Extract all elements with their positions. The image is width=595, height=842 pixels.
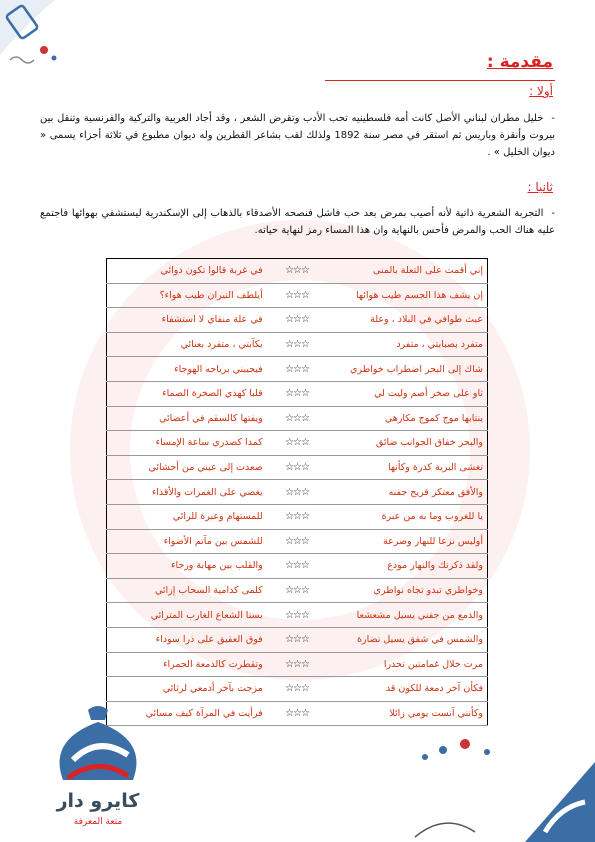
verse-first-hemistich: عبث طوافي في البلاد ، وعلة [327, 308, 487, 333]
verse-second-hemistich: بسنا الشعاع الغارب المترائي [107, 603, 267, 628]
verse-first-hemistich: والشمس في شفق يسيل نضارة [327, 627, 487, 652]
verse-second-hemistich: في علة منفاي لا استشفاء [107, 308, 267, 333]
verse-first-hemistich: والبحر خفاق الجوانب ضائق [327, 431, 487, 456]
verse-first-hemistich: ينتابها موج كموج مكارهي [327, 406, 487, 431]
verse-second-hemistich: مزجت بآخر أدمعي لرثائي [107, 677, 267, 702]
star-separator-icon: ☆☆☆ [267, 406, 328, 431]
verse-first-hemistich: والأفق معتكر قريح جفنه [327, 480, 487, 505]
star-separator-icon: ☆☆☆ [267, 627, 328, 652]
star-separator-icon: ☆☆☆ [267, 431, 328, 456]
verse-second-hemistich: وتقطرت كالدمعة الحمراء [107, 652, 267, 677]
verse-first-hemistich: مرت خلال غمامتين تحدرا [327, 652, 487, 677]
poem-verse-row [107, 578, 488, 603]
verse-second-hemistich: يغضي على الغمرات والأقذاء [107, 480, 267, 505]
poem-verse-row [107, 381, 488, 406]
verse-second-hemistich: فيجيبني برياحه الهوجاء [107, 357, 267, 382]
section-label-first: أولا : [529, 84, 553, 98]
verse-second-hemistich: بكآبتي ، متفرد بعنائي [107, 332, 267, 357]
verse-second-hemistich: صعدت إلى عيني من أحشائي [107, 455, 267, 480]
poem-verse-row [107, 529, 488, 554]
poem-verse-row [107, 406, 488, 431]
verse-second-hemistich: فرأيت في المرآة كيف مسائي [107, 701, 267, 726]
poem-body [107, 259, 488, 726]
verse-first-hemistich: إني أقمت على التعلة بالمنى [327, 259, 487, 284]
section-label-second: ثانيا : [527, 180, 553, 194]
poem-verse-row [107, 332, 488, 357]
poem-table [106, 258, 488, 726]
poem-verse-row [107, 357, 488, 382]
verse-first-hemistich: ولقد ذكرتك والنهار مودع [327, 554, 487, 579]
star-separator-icon: ☆☆☆ [267, 529, 328, 554]
star-separator-icon: ☆☆☆ [267, 455, 328, 480]
verse-second-hemistich: كلمى كدامية السحاب إزائي [107, 578, 267, 603]
verse-first-hemistich: والدمع من جفني يسيل مشعشعا [327, 603, 487, 628]
verse-second-hemistich: قلبا كهذي الصخرة الصماء [107, 381, 267, 406]
star-separator-icon: ☆☆☆ [267, 259, 328, 284]
verse-first-hemistich: متفرد بصبابتي ، متفرد [327, 332, 487, 357]
section-text-first: خليل مطران لبناني الأصل كانت أمه فلسطينيه تحب الأدب وتقرض الشعر ، وقد أجاد العربية والتركية والفرنسية وتنقل بين بيروت وأنقرة وباريس ثم استقر في مصر سنة 1892 ولذلك لقب بشاعر القطرين وله ديوان مطبوع في ثلاثة أجزاء يسمى « ديوان الخليل » . [40, 113, 555, 158]
verse-second-hemistich: للشمس بين مآتم الأضواء [107, 529, 267, 554]
verse-second-hemistich: ويفتها كالسقم في أعضائي [107, 406, 267, 431]
poem-verse-row [107, 652, 488, 677]
verse-second-hemistich: أيلطف النيران طيب هواء؟ [107, 283, 267, 308]
verse-first-hemistich: وكأنني آنست يومي زائلا [327, 701, 487, 726]
bullet-dash: - [551, 208, 555, 219]
verse-second-hemistich: في غربة قالوا تكون دوائي [107, 259, 267, 284]
star-separator-icon: ☆☆☆ [267, 357, 328, 382]
poem-verse-row [107, 701, 488, 726]
verse-second-hemistich: فوق العقيق على ذرا سوداء [107, 627, 267, 652]
poem-verse-row [107, 627, 488, 652]
poem-verse-row [107, 259, 488, 284]
cairo-dar-logo [38, 700, 158, 835]
poem-verse-row [107, 480, 488, 505]
star-separator-icon: ☆☆☆ [267, 603, 328, 628]
verse-first-hemistich: ثاو على صخر أصم وليت لي [327, 381, 487, 406]
star-separator-icon: ☆☆☆ [267, 381, 328, 406]
page-title: مقدمة : [486, 52, 553, 72]
poem-verse-row [107, 308, 488, 333]
verse-first-hemistich: إن يشف هذا الجسم طيب هوائها [327, 283, 487, 308]
bullet-dash: - [551, 113, 555, 124]
star-separator-icon: ☆☆☆ [267, 701, 328, 726]
star-separator-icon: ☆☆☆ [267, 578, 328, 603]
poem-verse-row [107, 677, 488, 702]
star-separator-icon: ☆☆☆ [267, 554, 328, 579]
section-text-second: التجربة الشعرية ذاتية لأنه أصيب بمرض بعد حب فاشل فنصحه الأصدقاء بالذهاب إلى الإسكندرية ليستشفي بهوائها فاجتمع عليه هناك الحب والمرض فأحس بالنهاية وان هذا المساء رمز لنهاية حياته. [40, 208, 555, 236]
star-separator-icon: ☆☆☆ [267, 652, 328, 677]
poem-verse-row [107, 455, 488, 480]
verse-second-hemistich: والقلب بين مهابة ورجاء [107, 554, 267, 579]
poem-verse-row [107, 431, 488, 456]
section-paragraph-first [40, 110, 555, 161]
title-divider [325, 80, 555, 81]
poem-verse-row [107, 603, 488, 628]
star-separator-icon: ☆☆☆ [267, 283, 328, 308]
verse-first-hemistich: شاك إلى البحر اضطراب خواطري [327, 357, 487, 382]
section-paragraph-second [40, 205, 555, 239]
star-separator-icon: ☆☆☆ [267, 504, 328, 529]
poem-verse-row [107, 504, 488, 529]
star-separator-icon: ☆☆☆ [267, 332, 328, 357]
star-separator-icon: ☆☆☆ [267, 480, 328, 505]
verse-first-hemistich: يا للغروب وما به من عبرة [327, 504, 487, 529]
logo-name: كايرو دار [56, 790, 140, 812]
poem-verse-row [107, 554, 488, 579]
verse-first-hemistich: وخواطري تبدو تجاه نواظري [327, 578, 487, 603]
verse-first-hemistich: تغشى البرية كدرة وكأنها [327, 455, 487, 480]
poem-verse-row [107, 283, 488, 308]
verse-second-hemistich: كمدا كصدري ساعة الإمساء [107, 431, 267, 456]
star-separator-icon: ☆☆☆ [267, 308, 328, 333]
verse-first-hemistich: فكأن آخر دمعة للكون قد [327, 677, 487, 702]
star-separator-icon: ☆☆☆ [267, 677, 328, 702]
verse-first-hemistich: أوليس نزعا للنهار وصرعة [327, 529, 487, 554]
logo-tagline: متعة المعرفة [73, 817, 123, 827]
verse-second-hemistich: للمستهام وعبرة للرائي [107, 504, 267, 529]
